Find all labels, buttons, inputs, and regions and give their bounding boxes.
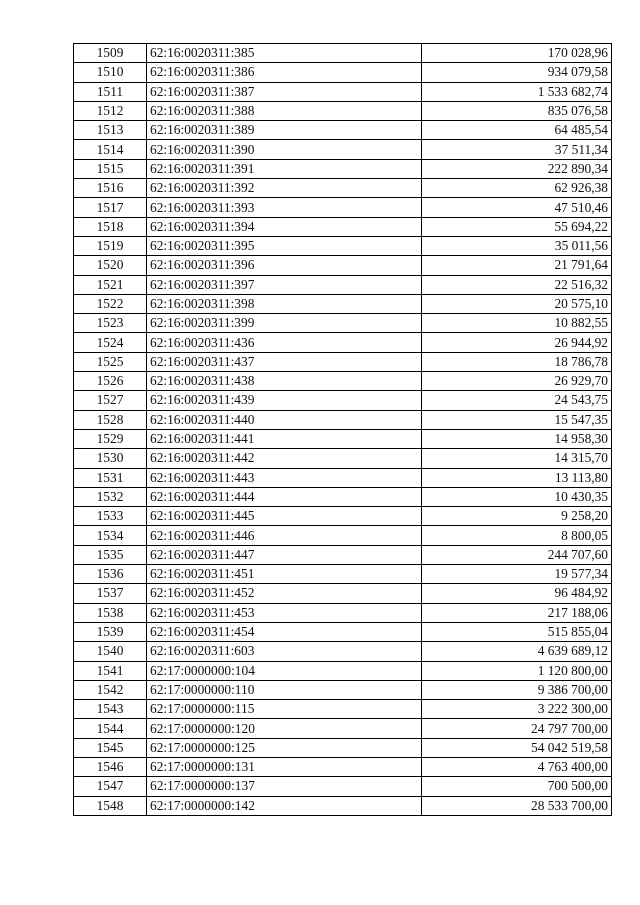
value-cell: 54 042 519,58 [422, 738, 612, 757]
value-cell: 700 500,00 [422, 777, 612, 796]
value-cell: 9 258,20 [422, 507, 612, 526]
table-row [74, 449, 612, 468]
table-row [74, 738, 612, 757]
cadastral-number-cell: 62:16:0020311:451 [147, 565, 422, 584]
table-row [74, 275, 612, 294]
cadastral-number-cell: 62:16:0020311:603 [147, 642, 422, 661]
cadastral-number-cell: 62:17:0000000:120 [147, 719, 422, 738]
value-cell: 28 533 700,00 [422, 796, 612, 815]
value-cell: 14 958,30 [422, 429, 612, 448]
cadastral-number-cell: 62:17:0000000:104 [147, 661, 422, 680]
row-number-cell: 1517 [74, 198, 147, 217]
cadastral-number-cell: 62:16:0020311:397 [147, 275, 422, 294]
table-row [74, 410, 612, 429]
value-cell: 515 855,04 [422, 622, 612, 641]
value-cell: 217 188,06 [422, 603, 612, 622]
row-number-cell: 1538 [74, 603, 147, 622]
cadastral-number-cell: 62:16:0020311:445 [147, 507, 422, 526]
value-cell: 21 791,64 [422, 256, 612, 275]
cadastral-number-cell: 62:16:0020311:443 [147, 468, 422, 487]
cadastral-number-cell: 62:17:0000000:115 [147, 700, 422, 719]
row-number-cell: 1527 [74, 391, 147, 410]
row-number-cell: 1541 [74, 661, 147, 680]
cadastral-number-cell: 62:16:0020311:385 [147, 44, 422, 63]
value-cell: 15 547,35 [422, 410, 612, 429]
value-cell: 55 694,22 [422, 217, 612, 236]
table-row [74, 661, 612, 680]
row-number-cell: 1518 [74, 217, 147, 236]
cadastral-number-cell: 62:17:0000000:125 [147, 738, 422, 757]
table-row [74, 198, 612, 217]
table-row [74, 121, 612, 140]
cadastral-number-cell: 62:16:0020311:452 [147, 584, 422, 603]
cadastral-number-cell: 62:16:0020311:386 [147, 63, 422, 82]
document-page [73, 43, 612, 816]
row-number-cell: 1545 [74, 738, 147, 757]
table-row [74, 101, 612, 120]
value-cell: 26 929,70 [422, 372, 612, 391]
row-number-cell: 1524 [74, 333, 147, 352]
table-row [74, 140, 612, 159]
table-row [74, 63, 612, 82]
cadastral-number-cell: 62:16:0020311:396 [147, 256, 422, 275]
row-number-cell: 1532 [74, 487, 147, 506]
row-number-cell: 1547 [74, 777, 147, 796]
row-number-cell: 1539 [74, 622, 147, 641]
cadastral-number-cell: 62:16:0020311:442 [147, 449, 422, 468]
table-row [74, 429, 612, 448]
value-cell: 14 315,70 [422, 449, 612, 468]
row-number-cell: 1510 [74, 63, 147, 82]
value-cell: 13 113,80 [422, 468, 612, 487]
row-number-cell: 1531 [74, 468, 147, 487]
cadastral-number-cell: 62:17:0000000:142 [147, 796, 422, 815]
table-row [74, 700, 612, 719]
row-number-cell: 1513 [74, 121, 147, 140]
value-cell: 22 516,32 [422, 275, 612, 294]
value-cell: 10 430,35 [422, 487, 612, 506]
value-cell: 47 510,46 [422, 198, 612, 217]
cadastral-number-cell: 62:16:0020311:438 [147, 372, 422, 391]
table-row [74, 314, 612, 333]
cadastral-number-cell: 62:16:0020311:388 [147, 101, 422, 120]
cadastral-number-cell: 62:16:0020311:447 [147, 545, 422, 564]
value-cell: 1 533 682,74 [422, 82, 612, 101]
cadastral-value-table [73, 43, 612, 816]
table-row [74, 642, 612, 661]
value-cell: 10 882,55 [422, 314, 612, 333]
row-number-cell: 1523 [74, 314, 147, 333]
table-row [74, 236, 612, 255]
row-number-cell: 1516 [74, 179, 147, 198]
row-number-cell: 1542 [74, 680, 147, 699]
value-cell: 1 120 800,00 [422, 661, 612, 680]
value-cell: 8 800,05 [422, 526, 612, 545]
value-cell: 24 797 700,00 [422, 719, 612, 738]
row-number-cell: 1511 [74, 82, 147, 101]
row-number-cell: 1512 [74, 101, 147, 120]
table-row [74, 622, 612, 641]
table-row [74, 584, 612, 603]
row-number-cell: 1544 [74, 719, 147, 738]
table-row [74, 757, 612, 776]
cadastral-number-cell: 62:16:0020311:446 [147, 526, 422, 545]
cadastral-number-cell: 62:16:0020311:439 [147, 391, 422, 410]
row-number-cell: 1522 [74, 294, 147, 313]
row-number-cell: 1528 [74, 410, 147, 429]
cadastral-number-cell: 62:17:0000000:110 [147, 680, 422, 699]
value-cell: 18 786,78 [422, 352, 612, 371]
table-row [74, 680, 612, 699]
value-cell: 19 577,34 [422, 565, 612, 584]
table-row [74, 487, 612, 506]
row-number-cell: 1529 [74, 429, 147, 448]
cadastral-number-cell: 62:16:0020311:399 [147, 314, 422, 333]
row-number-cell: 1519 [74, 236, 147, 255]
row-number-cell: 1514 [74, 140, 147, 159]
table-row [74, 565, 612, 584]
table-row [74, 391, 612, 410]
value-cell: 4 639 689,12 [422, 642, 612, 661]
table-row [74, 526, 612, 545]
value-cell: 26 944,92 [422, 333, 612, 352]
table-row [74, 719, 612, 738]
table-row [74, 159, 612, 178]
value-cell: 170 028,96 [422, 44, 612, 63]
value-cell: 835 076,58 [422, 101, 612, 120]
table-row [74, 294, 612, 313]
value-cell: 244 707,60 [422, 545, 612, 564]
table-row [74, 777, 612, 796]
cadastral-number-cell: 62:16:0020311:444 [147, 487, 422, 506]
row-number-cell: 1546 [74, 757, 147, 776]
value-cell: 4 763 400,00 [422, 757, 612, 776]
table-row [74, 179, 612, 198]
value-cell: 37 511,34 [422, 140, 612, 159]
table-row [74, 256, 612, 275]
row-number-cell: 1537 [74, 584, 147, 603]
cadastral-number-cell: 62:16:0020311:398 [147, 294, 422, 313]
value-cell: 35 011,56 [422, 236, 612, 255]
row-number-cell: 1536 [74, 565, 147, 584]
value-cell: 20 575,10 [422, 294, 612, 313]
row-number-cell: 1521 [74, 275, 147, 294]
row-number-cell: 1515 [74, 159, 147, 178]
value-cell: 96 484,92 [422, 584, 612, 603]
cadastral-number-cell: 62:16:0020311:392 [147, 179, 422, 198]
table-row [74, 44, 612, 63]
table-row [74, 468, 612, 487]
row-number-cell: 1509 [74, 44, 147, 63]
table-row [74, 545, 612, 564]
row-number-cell: 1540 [74, 642, 147, 661]
cadastral-number-cell: 62:16:0020311:387 [147, 82, 422, 101]
value-cell: 9 386 700,00 [422, 680, 612, 699]
table-row [74, 217, 612, 236]
row-number-cell: 1526 [74, 372, 147, 391]
value-cell: 934 079,58 [422, 63, 612, 82]
value-cell: 3 222 300,00 [422, 700, 612, 719]
row-number-cell: 1520 [74, 256, 147, 275]
cadastral-number-cell: 62:16:0020311:454 [147, 622, 422, 641]
cadastral-number-cell: 62:17:0000000:137 [147, 777, 422, 796]
cadastral-number-cell: 62:16:0020311:395 [147, 236, 422, 255]
table-row [74, 333, 612, 352]
table-row [74, 82, 612, 101]
row-number-cell: 1535 [74, 545, 147, 564]
value-cell: 64 485,54 [422, 121, 612, 140]
table-row [74, 372, 612, 391]
value-cell: 222 890,34 [422, 159, 612, 178]
row-number-cell: 1548 [74, 796, 147, 815]
value-cell: 24 543,75 [422, 391, 612, 410]
row-number-cell: 1530 [74, 449, 147, 468]
row-number-cell: 1525 [74, 352, 147, 371]
value-cell: 62 926,38 [422, 179, 612, 198]
table-row [74, 603, 612, 622]
row-number-cell: 1534 [74, 526, 147, 545]
row-number-cell: 1533 [74, 507, 147, 526]
table-body [74, 44, 612, 816]
cadastral-number-cell: 62:16:0020311:393 [147, 198, 422, 217]
cadastral-number-cell: 62:16:0020311:437 [147, 352, 422, 371]
cadastral-number-cell: 62:16:0020311:441 [147, 429, 422, 448]
cadastral-number-cell: 62:16:0020311:436 [147, 333, 422, 352]
cadastral-number-cell: 62:16:0020311:440 [147, 410, 422, 429]
cadastral-number-cell: 62:16:0020311:453 [147, 603, 422, 622]
row-number-cell: 1543 [74, 700, 147, 719]
cadastral-number-cell: 62:16:0020311:394 [147, 217, 422, 236]
table-row [74, 352, 612, 371]
table-row [74, 796, 612, 815]
cadastral-number-cell: 62:16:0020311:390 [147, 140, 422, 159]
table-row [74, 507, 612, 526]
cadastral-number-cell: 62:17:0000000:131 [147, 757, 422, 776]
cadastral-number-cell: 62:16:0020311:391 [147, 159, 422, 178]
cadastral-number-cell: 62:16:0020311:389 [147, 121, 422, 140]
